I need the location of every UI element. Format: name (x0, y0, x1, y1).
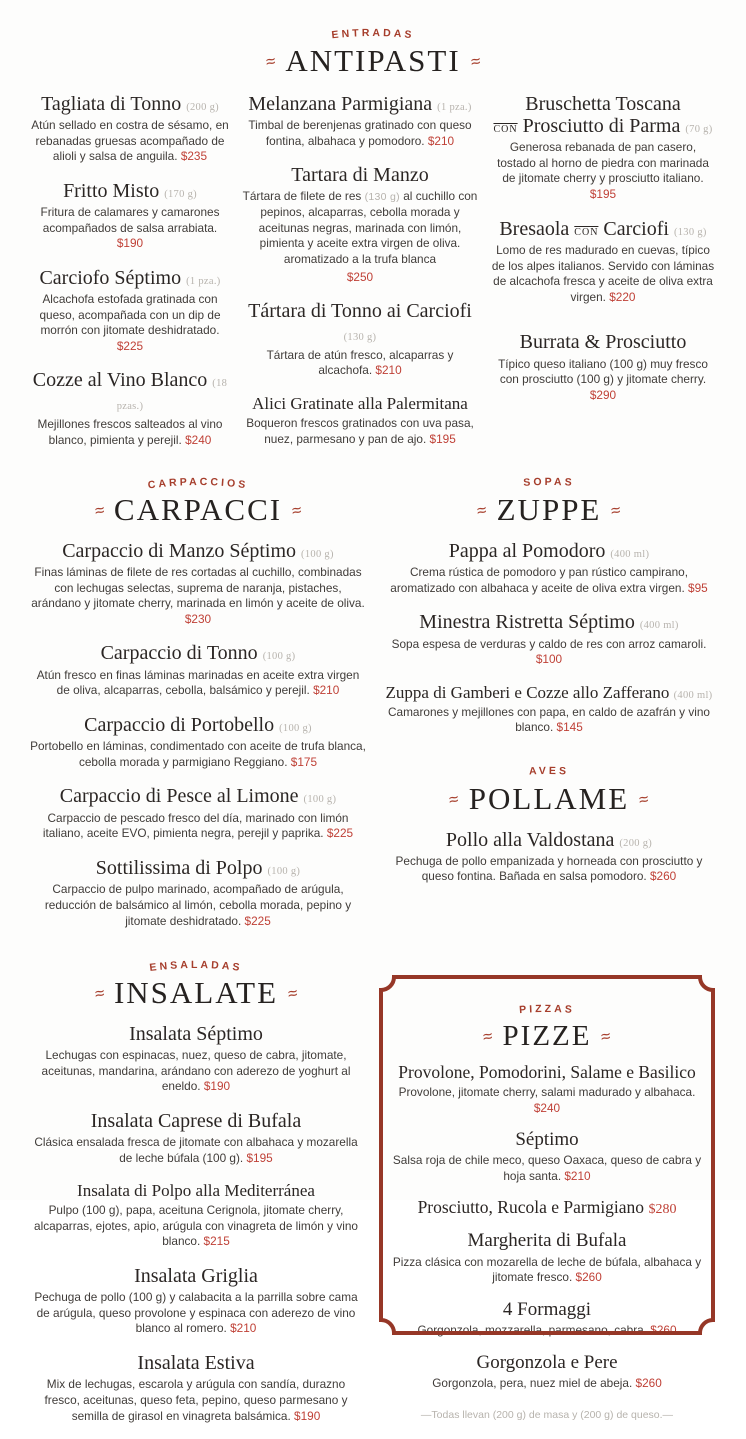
squiggle-icon: ≈ (476, 499, 488, 522)
menu-item-sottilissima-polpo (30, 857, 366, 929)
item-description (490, 140, 716, 202)
item-title-line1: Bruschetta Toscana (525, 92, 681, 115)
svg-text:CARPACCIOS (147, 476, 249, 492)
item-title: Tártara di Tonno ai Carciofi (248, 300, 472, 323)
item-desc-text: Sopa espesa de verduras y caldo de res con arroz camaroli. (391, 636, 707, 651)
menu-item-insalata-estiva (30, 1352, 362, 1424)
menu-item-fritto-misto (30, 180, 230, 252)
item-portion: (70 g) (685, 123, 713, 135)
item-price: $250 (346, 269, 374, 284)
item-desc-text: al cuchillo con pepinos, alcaparras, cebolla morada y aceitunas negras, marinada con limón, pimienta y aceite extra virgen de oliva. aromatizado a la trufa blanca (258, 189, 478, 266)
item-title: Insalata Griglia (134, 1264, 258, 1287)
item-title-post: Carciofi (603, 217, 669, 240)
item-title: Melanzana Parmigiana (248, 92, 433, 115)
section-title-carpacci: CARPACCI (113, 492, 283, 528)
menu-item-tagliata-di-tonno (30, 93, 230, 165)
item-price: $195 (246, 1150, 273, 1165)
item-portion: (400 ml) (639, 620, 679, 632)
item-portion: (100 g) (267, 865, 301, 877)
item-desc-text: Típico queso italiano (100 g) muy fresco con prosciutto (100 g) y jitomate cherry. (498, 356, 708, 387)
item-price: $195 (429, 431, 456, 446)
squiggle-icon: ≈ (287, 982, 298, 1004)
section-eyebrow: ENTRADAS (330, 26, 416, 42)
item-title: Tagliata di Tonno (41, 92, 182, 115)
item-portion: (130 g) (364, 191, 400, 204)
item-desc-text: Provolone, jitomate cherry, salami madurado y albahaca. (398, 1085, 696, 1100)
menu-item-gorgonzola-pere (392, 1352, 702, 1392)
item-portion: (100 g) (303, 794, 337, 806)
svg-text:ENSALADAS (149, 959, 243, 974)
item-price: $240 (185, 432, 212, 447)
middle-row (30, 473, 716, 944)
item-description (30, 205, 230, 252)
item-description (240, 348, 480, 379)
item-description (490, 357, 716, 404)
item-price: $225 (244, 913, 271, 928)
item-description (30, 1377, 362, 1424)
pizze-frame-border (378, 974, 716, 1336)
item-description (30, 417, 230, 448)
menu-item-carpaccio-portobello (30, 714, 366, 771)
item-price: $100 (535, 652, 563, 667)
item-description (30, 1135, 362, 1166)
item-description (30, 1203, 362, 1250)
item-desc-text: Alcachofa estofada gratinada con queso, acompañada con un dip de morrón con jitomate deshidratado. (39, 292, 221, 338)
item-description (30, 292, 230, 354)
item-description (30, 118, 230, 165)
item-portion: (100 g) (301, 548, 334, 560)
item-title: Cozze al Vino Blanco (32, 369, 208, 392)
squiggle-icon: ≈ (93, 499, 105, 522)
item-title: Séptimo (515, 1129, 579, 1151)
item-description (382, 637, 716, 668)
item-desc-text: Gorgonzola, mozzarella, parmesano, cabra. (417, 1322, 647, 1337)
item-portion: (200 g) (619, 837, 653, 849)
section-title-pizze: PIZZE (502, 1020, 592, 1053)
item-title: Pollo alla Valdostana (445, 828, 615, 851)
item-portion: (100 g) (262, 651, 296, 663)
item-desc-text: Atún sellado en costra de sésamo, en rebanadas gruesas acompañado de alioli y salsa de anguila. (31, 117, 229, 164)
section-eyebrow: ENSALADAS (148, 959, 244, 975)
item-title: Prosciutto, Rucola e Parmigiano (417, 1196, 645, 1217)
squiggle-icon: ≈ (610, 499, 622, 522)
item-desc-text: Pizza clásica con mozarella de leche de búfala, albahaca y jitomate fresco. (392, 1254, 702, 1285)
item-title: Insalata Estiva (137, 1352, 255, 1374)
section-eyebrow: SOPAS (522, 476, 576, 490)
item-price: $215 (203, 1234, 230, 1249)
item-price: $190 (203, 1079, 231, 1094)
item-description (392, 1376, 702, 1392)
item-title: Tartara di Manzo (291, 164, 429, 187)
item-title: Minestra Ristretta Séptimo (419, 611, 635, 634)
item-desc-text: Pulpo (100 g), papa, aceituna Cerignola, jitomate cherry, alcaparras, ejotes, apio, arúgula con vinagreta de limón y vino blanco. (34, 1203, 358, 1249)
item-price: $210 (375, 363, 402, 378)
item-price: $280 (648, 1201, 677, 1217)
item-title: Alici Gratinate alla Palermitana (252, 394, 468, 414)
antipasti-columns (30, 80, 716, 464)
item-portion: (400 ml) (673, 689, 713, 701)
menu-item-melanzana-parmigiana (240, 93, 480, 150)
squiggle-icon: ≈ (482, 1025, 494, 1047)
item-title: Carpaccio di Portobello (84, 713, 275, 736)
section-header-zuppe (382, 473, 716, 527)
section-zuppe (382, 473, 716, 736)
squiggle-icon: ≈ (638, 788, 650, 810)
section-eyebrow: AVES (528, 764, 570, 778)
item-desc-text: Mix de lechugas, escarola y arúgula con sandía, durazno fresco, aceitunas, queso feta, pepino, queso parmesano y semilla de girasol en vinagreta balsámica. (44, 1377, 348, 1423)
item-title: Insalata Caprese di Bufala (90, 1109, 302, 1132)
menu-item-zuppa-gamberi (382, 683, 716, 736)
item-description (30, 565, 366, 627)
item-desc-text: Crema rústica de pomodoro y pan rústico campirano, aromatizado con albahaca y aceite de oliva extra virgen. (390, 565, 688, 595)
antipasti-col-2 (240, 80, 480, 464)
item-title: 4 Formaggi (502, 1298, 592, 1320)
svg-text:AVES (529, 765, 570, 778)
item-price: $225 (326, 826, 354, 841)
item-title-line2: Prosciutto di Parma (522, 114, 681, 137)
section-pollame (382, 762, 716, 885)
menu-item-insalata-griglia (30, 1265, 362, 1337)
section-eyebrow: PIZZAS (518, 1003, 576, 1017)
item-portion: (200 g) (186, 101, 219, 113)
menu-item-insalata-polpo (30, 1181, 362, 1250)
item-description (240, 189, 480, 285)
item-desc-text: Atún fresco en finas láminas marinadas en aceite extra virgen de oliva, alcaparras, cebolla, balsámico y perejil. (36, 667, 360, 698)
item-portion: (130 g) (673, 226, 707, 238)
item-desc-text: Carpaccio de pescado fresco del día, marinado con limón italiano, aceite EVO, pimienta negra, perejil y paprika. (42, 810, 349, 841)
item-price: $210 (230, 1321, 257, 1336)
item-price: $195 (589, 187, 617, 202)
item-portion: (400 ml) (610, 548, 650, 560)
item-desc-text: Clásica ensalada fresca de jitomate con albahaca y mozarella de leche búfala (100 g). (34, 1135, 358, 1165)
bottom-row (30, 956, 716, 1439)
item-title: Margherita di Bufala (467, 1230, 627, 1252)
item-desc-text: Finas láminas de filete de res cortadas al cuchillo, combinadas con lechugas selectas, suprema de naranja, pistaches, arándano y jitomate cherry, marinada en limón y aceite de oliva. (31, 565, 365, 611)
item-desc-text: Timbal de berenjenas gratinado con queso fontina, albahaca y pomodoro. (248, 117, 472, 148)
antipasti-col-1 (30, 80, 230, 464)
item-price: $95 (688, 580, 708, 595)
menu-item-minestra-ristretta (382, 611, 716, 668)
item-title: Carciofo Séptimo (39, 266, 182, 289)
section-header-carpacci (30, 473, 366, 527)
item-title: Provolone, Pomodorini, Salame e Basilico (398, 1061, 696, 1082)
menu-item-tartara-di-manzo (240, 164, 480, 285)
pizze-footnote: —Todas llevan (200 g) de masa y (200 g) de queso.— (420, 1409, 674, 1422)
item-title: Fritto Misto (63, 179, 160, 202)
svg-text:SOPAS (523, 476, 575, 489)
item-price: $190 (116, 236, 144, 251)
item-price: $210 (427, 133, 455, 148)
item-title-pre: Bresaola (499, 217, 570, 240)
item-price: $260 (650, 1322, 677, 1337)
item-price: $260 (575, 1270, 602, 1285)
item-title: Gorgonzola e Pere (476, 1351, 618, 1373)
item-desc-text: Pechuga de pollo empanizada y horneada con prosciutto y queso fontina. Bañada en salsa pomodoro. (395, 853, 703, 884)
item-desc-text: Lomo de res madurado en cuevas, típico de los alpes italianos. Servido con láminas de alcachofa fresca y aceite de oliva extra virgen. (491, 242, 715, 304)
section-title-zuppe: ZUPPE (496, 492, 602, 528)
section-pizze-box (378, 974, 716, 1435)
item-price: $210 (313, 683, 340, 698)
item-price: $230 (184, 611, 212, 626)
menu-item-alici-gratinate (240, 394, 480, 447)
section-insalate (30, 956, 362, 1439)
item-title: Insalata Séptimo (129, 1022, 263, 1045)
item-title: Zuppa di Gamberi e Cozze allo Zafferano (385, 682, 670, 702)
item-description (240, 118, 480, 149)
item-description (30, 811, 366, 842)
item-title: Carpaccio di Manzo Séptimo (62, 539, 297, 562)
item-desc-text: Fritura de calamares y camarones acompañados de salsa arrabiata. (40, 205, 220, 235)
item-price: $290 (589, 387, 617, 402)
item-portion: (100 g) (279, 722, 312, 734)
item-title: Insalata di Polpo alla Mediterránea (77, 1181, 315, 1201)
menu-item-insalata-caprese (30, 1110, 362, 1167)
item-description (30, 1048, 362, 1095)
item-desc-text: Salsa roja de chile meco, queso Oaxaca, queso de cabra y hoja santa. (392, 1153, 702, 1184)
section-header-antipasti (30, 24, 716, 78)
menu-item-pappa-al-pomodoro (382, 540, 716, 597)
item-portion: (170 g) (164, 188, 197, 200)
menu-item-carciofo-septimo (30, 267, 230, 355)
item-desc-text: Gorgonzola, pera, nuez miel de abeja. (432, 1375, 633, 1390)
item-description (382, 565, 716, 596)
menu-item-pollo-valdostana (382, 829, 716, 886)
item-price: $145 (556, 720, 583, 735)
item-desc-text: Portobello en láminas, condimentado con aceite de trufa blanca, cebolla morada y parmigiano Reggiano. (30, 739, 366, 769)
section-header-insalate (30, 956, 362, 1010)
item-description (30, 668, 366, 699)
item-title: Carpaccio di Pesce al Limone (59, 785, 299, 808)
section-carpacci (30, 473, 366, 944)
item-desc-text: Pechuga de pollo (100 g) y calabacita a la parrilla sobre cama de arúgula, queso provolone y espinaca con aderezo de vino blanco al romero. (34, 1290, 358, 1336)
item-price: $260 (635, 1375, 662, 1390)
item-desc-text: Boqueron frescos gratinados con uva pasa, nuez, parmesano y pan de ajo. (246, 416, 474, 446)
item-price: $175 (290, 754, 318, 769)
item-title: Pappa al Pomodoro (448, 539, 606, 562)
right-mid-column (382, 473, 716, 944)
con-label: CON (574, 226, 599, 238)
item-description (382, 705, 716, 736)
squiggle-icon: ≈ (448, 788, 460, 810)
squiggle-icon: ≈ (94, 982, 105, 1004)
item-price: $210 (564, 1169, 591, 1184)
item-title: Sottilissima di Polpo (95, 856, 263, 879)
menu-item-carpaccio-tonno (30, 642, 366, 699)
item-portion: (18 pzas.) (116, 378, 228, 412)
item-desc-text: Generosa rebanada de pan casero, tostado al horno de piedra con marinada de jitomate cherry y prosciutto italiano. (497, 140, 709, 186)
item-description (490, 243, 716, 305)
item-price: $235 (180, 149, 208, 164)
menu-item-bruschetta-toscana (490, 93, 716, 203)
item-title: Carpaccio di Tonno (100, 642, 258, 665)
menu-item-cozze-al-vino-blanco (30, 369, 230, 448)
item-portion: (130 g) (343, 331, 377, 343)
item-desc-text: Lechugas con espinacas, nuez, queso de cabra, jitomate, aceitunas, mandarina, arándano con aderezo de yoghurt al eneldo. (41, 1048, 351, 1094)
menu-item-burrata-prosciutto (490, 331, 716, 403)
menu-item-carpaccio-manzo (30, 540, 366, 628)
item-portion: (1 pza.) (437, 101, 472, 113)
svg-text:ENTRADAS (331, 27, 415, 41)
item-desc-text: Carpaccio de pulpo marinado, acompañado de arúgula, reducción de balsámico al limón, cebolla morada, pepino y jitomate deshidratado. (44, 882, 352, 928)
menu-item-bresaola-con-carciofi (490, 218, 716, 306)
item-desc-text: Camarones y mejillones con papa, en caldo de azafrán y vino blanco. (388, 704, 710, 735)
menu-item-tartara-di-tonno-ai-carciofi (240, 300, 480, 379)
item-price: $225 (116, 338, 144, 353)
section-eyebrow: CARPACCIOS (147, 476, 249, 492)
item-portion: (1 pza.) (186, 275, 221, 287)
item-desc-text: Tártara de filete de res (242, 189, 362, 204)
section-title-pollame: POLLAME (468, 780, 630, 816)
item-description (30, 739, 366, 770)
menu-item-insalata-septimo (30, 1023, 362, 1095)
item-desc-text: Mejillones frescos salteados al vino blanco, pimienta y perejil. (37, 417, 223, 447)
item-description (30, 1290, 362, 1337)
section-title-antipasti: ANTIPASTI (285, 43, 461, 78)
item-desc-text: Tártara de atún fresco, alcaparras y alcachofa. (266, 347, 454, 378)
item-price: $220 (609, 289, 636, 304)
item-description (240, 416, 480, 447)
section-title-insalate: INSALATE (113, 975, 279, 1011)
item-title: Burrata & Prosciutto (519, 331, 687, 354)
con-label: CON (493, 123, 518, 135)
item-description (382, 854, 716, 885)
item-description (30, 882, 366, 929)
section-header-pollame (382, 762, 716, 816)
antipasti-col-3 (490, 80, 716, 464)
menu-item-carpaccio-pesce (30, 785, 366, 842)
item-price: $240 (533, 1100, 561, 1115)
item-price: $190 (294, 1408, 321, 1423)
squiggle-icon: ≈ (470, 50, 481, 72)
item-price: $260 (650, 869, 677, 884)
squiggle-icon: ≈ (291, 499, 303, 522)
squiggle-icon: ≈ (600, 1025, 612, 1047)
squiggle-icon: ≈ (265, 50, 276, 72)
